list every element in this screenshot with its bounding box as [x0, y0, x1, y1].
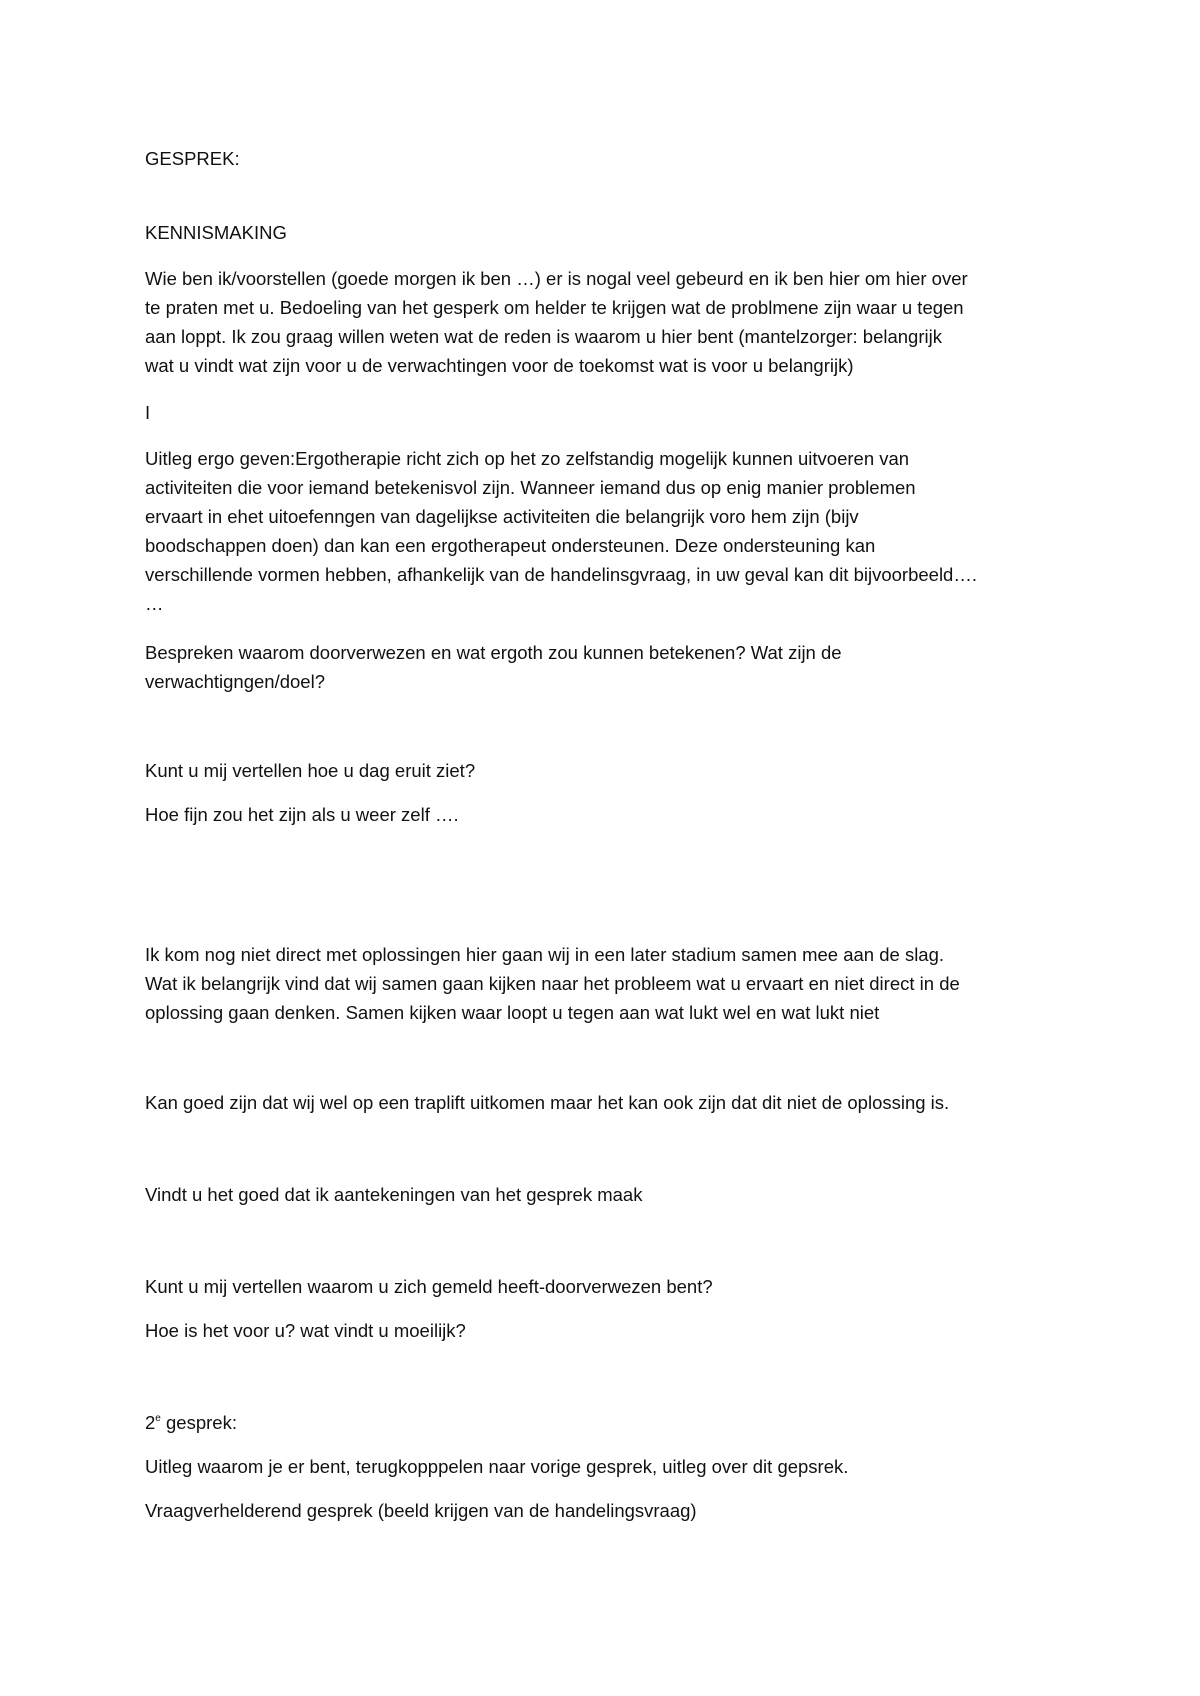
bespreken-paragraph	[145, 638, 1065, 696]
question-fijn-text: Hoe fijn zou het zijn als u weer zelf ….	[145, 804, 459, 825]
traplift-paragraph	[145, 1088, 1065, 1117]
marker-text: I	[145, 402, 151, 423]
second-heading-sup: e	[155, 1413, 161, 1424]
uitleg-line: Uitleg ergo geven:Ergotherapie richt zich op het zo zelfstandig mogelijk kunnen uitvoeren van	[145, 448, 910, 469]
question-moeilijk-text: Hoe is het voor u? wat vindt u moeilijk?	[145, 1320, 466, 1341]
uitleg-line: activiteiten die voor iemand betekenisvol zijn. Wanneer iemand dus op enig manier problemen	[145, 477, 916, 498]
vraagverhelderend-text: Vraagverhelderend gesprek (beeld krijgen van de handelingsvraag)	[145, 1500, 697, 1521]
second-heading	[145, 1408, 1065, 1437]
second-heading-text: gesprek:	[160, 1412, 237, 1433]
intro-line: te praten met u. Bedoeling van het gesperk om helder te krijgen wat de problmene zijn waar u tegen	[145, 297, 964, 318]
intro-line: wat u vindt wat zijn voor u de verwachtingen voor de toekomst wat is voor u belangrijk)	[145, 355, 854, 376]
aantekeningen-paragraph	[145, 1180, 1065, 1209]
oplossing-paragraph	[145, 940, 1065, 1027]
uitleg-line: verschillende vormen hebben, afhankelijk van de handelinsgvraag, in uw geval kan dit bijvoorbeeld….	[145, 564, 977, 585]
traplift-text: Kan goed zijn dat wij wel op een traplift uitkomen maar het kan ook zijn dat dit niet de oplossing is.	[145, 1092, 950, 1113]
bespreken-line: verwachtigngen/doel?	[145, 671, 325, 692]
intro-paragraph	[145, 264, 1065, 380]
second-heading-line	[145, 1408, 1065, 1437]
vraagverhelderend-paragraph	[145, 1496, 1065, 1525]
second-uitleg-paragraph	[145, 1452, 1065, 1481]
uitleg-paragraph	[145, 444, 1065, 618]
oplossing-line: Ik kom nog niet direct met oplossingen hier gaan wij in een later stadium samen mee aan de slag.	[145, 944, 945, 965]
question-moeilijk	[145, 1316, 1065, 1345]
uitleg-line: ervaart in ehet uitoefenngen van dagelijkse activiteiten die belangrijk voro hem zijn (bijv	[145, 506, 859, 527]
question-gemeld-text: Kunt u mij vertellen waarom u zich gemeld heeft-doorverwezen bent?	[145, 1276, 713, 1297]
aantekeningen-text: Vindt u het goed dat ik aantekeningen van het gesprek maak	[145, 1184, 643, 1205]
question-dag	[145, 756, 1065, 785]
oplossing-line: oplossing gaan denken. Samen kijken waar loopt u tegen aan wat lukt wel en wat lukt niet	[145, 1002, 880, 1023]
bespreken-line: Bespreken waarom doorverwezen en wat ergoth zou kunnen betekenen? Wat zijn de	[145, 642, 842, 663]
section-heading	[145, 218, 1065, 247]
uitleg-line: …	[145, 593, 164, 614]
oplossing-line: Wat ik belangrijk vind dat wij samen gaan kijken naar het probleem wat u ervaart en niet direct in de	[145, 973, 960, 994]
second-heading-number: 2	[145, 1412, 156, 1433]
question-gemeld	[145, 1272, 1065, 1301]
intro-line: aan loppt. Ik zou graag willen weten wat de reden is waarom u hier bent (mantelzorger: belangrijk	[145, 326, 942, 347]
document-title	[145, 144, 1065, 173]
marker-paragraph	[145, 398, 1065, 427]
second-uitleg-text: Uitleg waarom je er bent, terugkopppelen naar vorige gesprek, uitleg over dit gepsrek.	[145, 1456, 849, 1477]
intro-line: Wie ben ik/voorstellen (goede morgen ik ben …) er is nogal veel gebeurd en ik ben hier om hier over	[145, 268, 968, 289]
title-text: GESPREK:	[145, 148, 240, 169]
section-heading-text: KENNISMAKING	[145, 222, 287, 243]
question-dag-text: Kunt u mij vertellen hoe u dag eruit ziet?	[145, 760, 476, 781]
uitleg-line: boodschappen doen) dan kan een ergotherapeut ondersteunen. Deze ondersteuning kan	[145, 535, 876, 556]
question-fijn	[145, 800, 1065, 829]
